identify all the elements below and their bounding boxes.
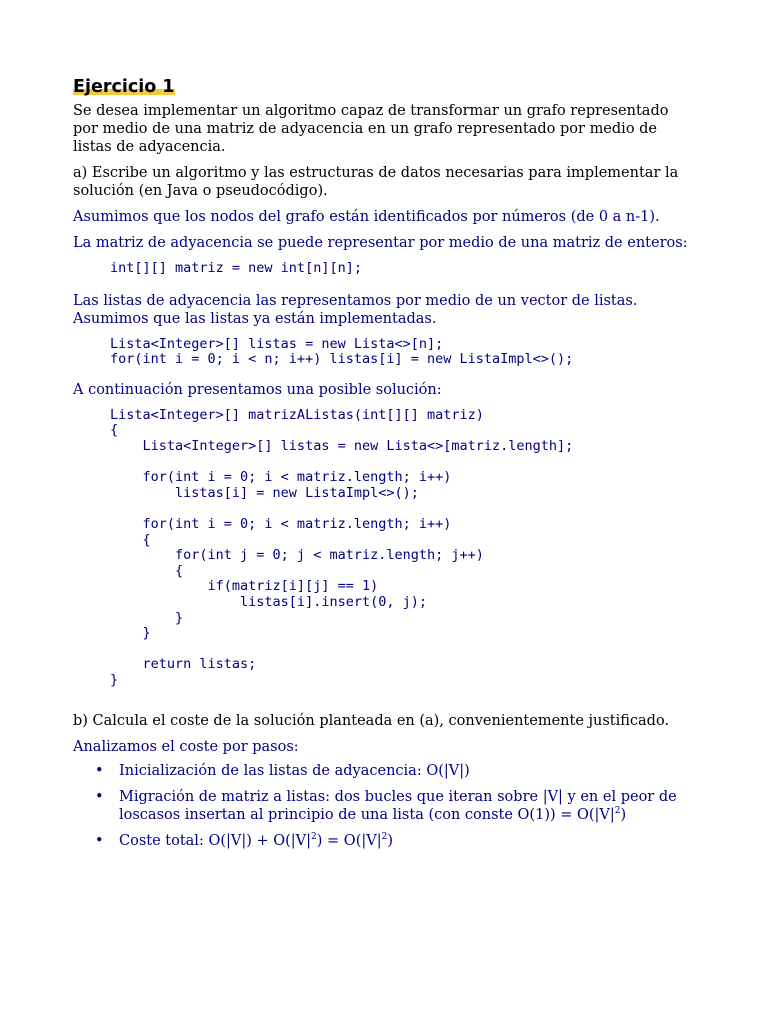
cost-migration-end: ) [620,807,627,824]
cost-total-part-b: ) = O(|V| [316,833,382,850]
list-item [73,788,693,824]
question-a: a) Escribe un algoritmo y las estructuras de datos necesarias para implementar la solución (en Java o pseudocódigo). [73,165,679,199]
list-item [73,832,693,850]
solution-intro-text: A continuación presentamos una posible solución: [73,381,442,398]
cost-init-text: Inicialización de las listas de adyacencia: O(|V|) [119,763,470,780]
exponent: 2 [381,832,388,843]
bullet-marker: • [95,833,104,850]
cost-intro-text: Analizamos el coste por pasos: [73,739,299,756]
cost-total-part-c: ) [387,833,393,850]
code-solution-function: Lista<Integer>[] matrizAListas(int[][] matriz) { Lista<Integer>[] listas = new Lista<>[matriz.length]; for(int i = 0; i < matriz.length; i++) listas[i] = new ListaImpl<>(); for(int i = 0; i < matriz.length; i++) { for(int j = 0; j < matriz.length; j++) { if(matriz[i][j] == 1) listas[i].insert(0, j); } } return listas; } [110,406,574,688]
code-lists-declaration: Lista<Integer>[] listas = new Lista<>[n]; for(int i = 0; i < n; i++) listas[i] = new ListaImpl<>(); [110,335,574,368]
question-b: b) Calcula el coste de la solución planteada en (a), convenientemente justificado. [73,713,670,730]
matrix-representation-text: La matriz de adyacencia se puede representar por medio de una matriz de enteros: [73,235,688,251]
cost-migration-text: Migración de matriz a listas: dos bucles que iteran sobre |V| y en el peor de loscasos insertan al principio de una lista (con conste O(1)) = O(|V| [119,789,677,824]
code-matrix-declaration: int[][] matriz = new int[n][n]; [110,260,362,276]
exponent: 2 [614,806,621,817]
exercise-title-wrap [73,76,175,98]
intro-paragraph: Se desea implementar un algoritmo capaz de transformar un grafo representado por medio de una matriz de adyacencia en un grafo representado por medio de listas de adyacencia. [73,103,669,155]
cost-steps-list [73,762,693,850]
bullet-marker: • [95,789,104,806]
list-item [73,762,693,780]
cost-total-part-a: Coste total: O(|V|) + O(|V| [119,833,312,850]
exponent: 2 [311,832,317,843]
assume-nodes-text: Asumimos que los nodos del grafo están identificados por números (de 0 a n-1). [73,209,660,225]
exercise-title: Ejercicio 1 [73,77,175,97]
lists-representation-text: Las listas de adyacencia las representamos por medio de un vector de listas. Asumimos que las listas ya están implementadas. [73,292,638,327]
bullet-marker: • [95,763,104,780]
document-page [73,76,693,858]
